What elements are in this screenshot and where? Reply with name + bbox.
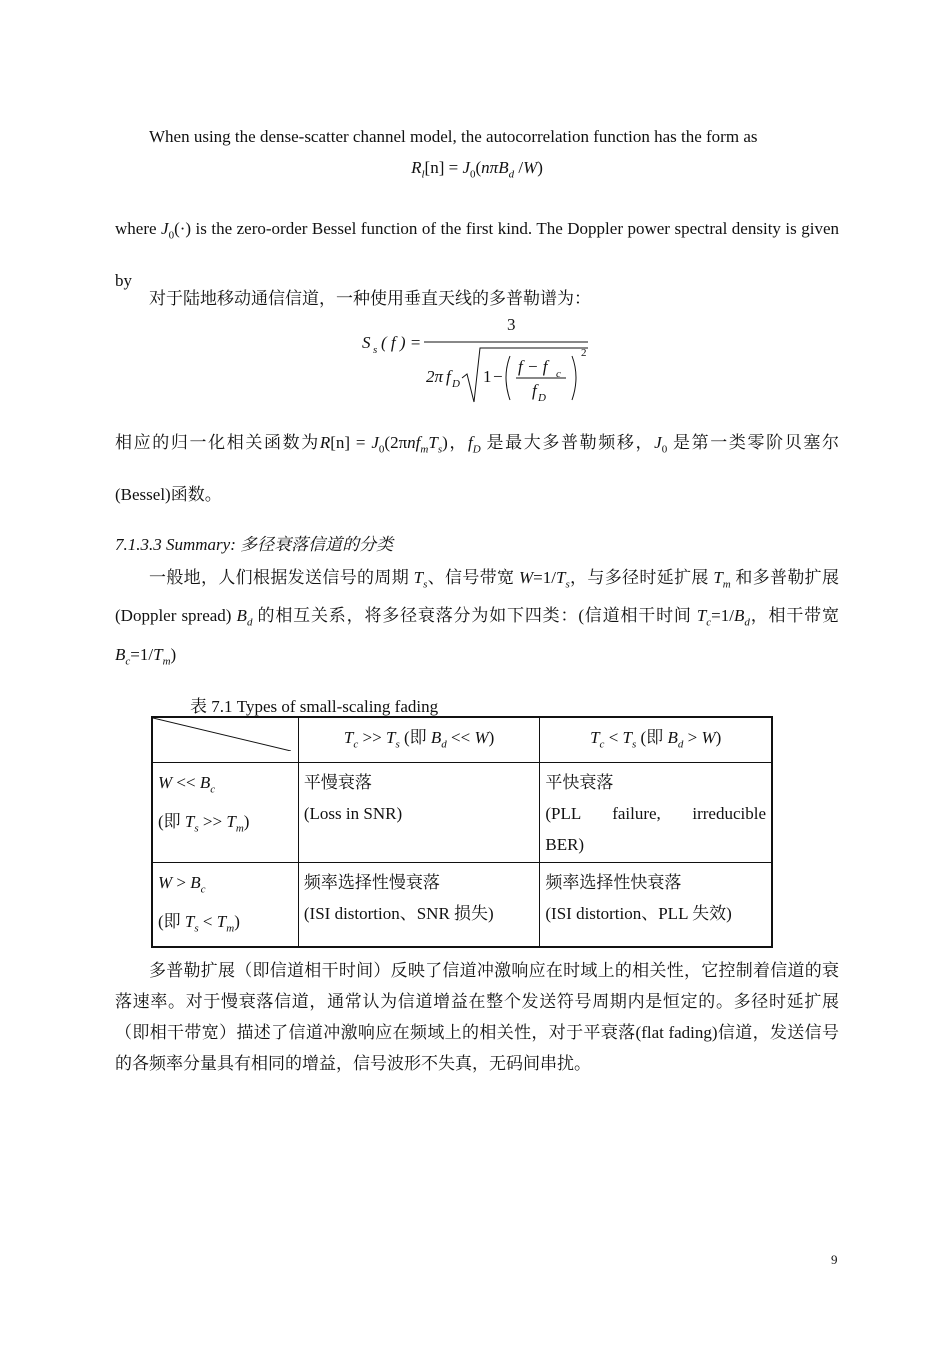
intro-line: When using the dense-scatter channel model, the autocorrelation function has the form as (149, 127, 758, 146)
corr-text-g: 是第一类零阶贝塞尔(Bessel)函数。 (115, 433, 840, 505)
sum-Tm-sub: m (722, 578, 731, 591)
row1-condition (152, 763, 298, 863)
doppler-spectrum-intro: 对于陆地移动通信信道，一种使用垂直天线的多普勒谱为： (149, 289, 591, 308)
corr-text-a: 相应的归一化相关函数为 (115, 433, 320, 452)
r2c1-b: > (172, 873, 191, 893)
formula1-J-sub: 0 (470, 168, 476, 181)
sum-Bd-sub: d (246, 616, 253, 629)
r1c2-d-sub: m (235, 822, 244, 835)
h2-f: << (446, 728, 475, 747)
correlation-paragraph (115, 420, 839, 518)
h3-c: T (622, 728, 632, 747)
sum-c: =1/ (533, 568, 556, 587)
corr-n: n (407, 433, 416, 452)
r2c1-c-sub: c (200, 883, 206, 896)
corr-J: J (371, 433, 379, 452)
h3-b: < (604, 728, 623, 747)
table-corner-cell (152, 717, 298, 763)
where-J-sub: 0 (168, 229, 175, 242)
r2c1-c: B (190, 873, 201, 893)
corr-J2: J (654, 433, 662, 452)
corr-f: f (415, 433, 421, 452)
sum-Ts-sub: s (423, 578, 428, 591)
sum-h: ，相干带宽 (749, 606, 839, 626)
h2-a-sub: c (353, 738, 359, 751)
where-part2: (·) is the zero-order Bessel function of the first kind. The Doppler power spectral density is given by (115, 219, 839, 291)
r2c2-e: ) (234, 911, 240, 931)
r1c1-a: W (158, 773, 173, 793)
f2-inner-num: f − f (518, 357, 548, 376)
h2-e: B (430, 728, 442, 747)
h2-g: W (474, 728, 489, 747)
sum-Bd: B (236, 606, 247, 626)
f2-den-f-sub: D (452, 378, 460, 390)
formula1-n: n (481, 158, 490, 177)
f2-den-minus: − (493, 367, 503, 386)
selective-fast-fading-label: 频率选择性快衰落 (545, 873, 682, 893)
section-title: 7.1.3.3 Summary: 多径衰落信道的分类 (115, 535, 394, 554)
h2-a: T (343, 728, 354, 747)
r1c2-b: T (184, 811, 195, 831)
table-row-flat (152, 763, 772, 863)
f2-lhs-sub: s (373, 344, 378, 356)
f2-inner-num-sub: c (556, 368, 561, 380)
corr-R: R (319, 433, 331, 452)
flat-slow-fading-label: 平慢衰落 (303, 773, 372, 793)
autocorrelation-formula (115, 158, 839, 180)
f2-inner-den-sub: D (538, 392, 546, 404)
corr-text-c: (2π (384, 433, 408, 452)
formula1-close: ) (537, 158, 543, 177)
f2-lhs-arg: ( f ) = (381, 333, 422, 352)
f2-numerator: 3 (507, 315, 516, 334)
sum-f: 的相互关系，将多径衰落分为如下四类：(信道相干时间 (252, 606, 697, 626)
sum-Bc-sub: c (125, 655, 131, 668)
formula1-arg: [n] = (424, 158, 463, 177)
corr-J2-sub: 0 (661, 443, 668, 456)
f2-left-paren (506, 356, 510, 400)
f2-inner-den: f (532, 381, 537, 400)
h2-c-sub: s (395, 738, 400, 751)
h3-c-sub: s (632, 738, 637, 751)
header-fast-fading (540, 717, 772, 763)
formula1-open: ( (475, 158, 482, 177)
sum-W: W (518, 568, 534, 587)
sum-d: ，与多径时延扩展 (569, 568, 714, 587)
flat-fast-fading-desc: (PLL failure, irreducible BER) (545, 804, 771, 855)
table-row-selective (152, 863, 772, 947)
h3-h: ) (715, 728, 722, 747)
h3-a: T (590, 728, 600, 747)
sum-Tm2-sub: m (162, 655, 171, 668)
corr-T: T (428, 433, 438, 452)
f2-den-f: f (446, 367, 451, 386)
selective-slow-fading-label: 频率选择性慢衰落 (303, 873, 440, 893)
sum-Bd2: B (733, 606, 745, 626)
corr-text-d: )， (442, 433, 468, 452)
page-number: 9 (831, 1252, 838, 1267)
sum-Tc-sub: c (706, 616, 712, 629)
r1c2-b-sub: s (194, 822, 199, 835)
r2c2-d-sub: m (226, 922, 235, 935)
corr-fD-sub: D (472, 443, 481, 456)
sum-a: 一般地，人们根据发送信号的周期 (149, 568, 414, 587)
flat-slow-fading-desc: (Loss in SNR) (303, 804, 403, 824)
r2c1-a: W (158, 873, 173, 893)
r2c2-b-sub: s (194, 922, 199, 935)
header-slow-fading (298, 717, 540, 763)
row2-condition (152, 863, 298, 947)
corr-J-sub: 0 (378, 443, 385, 456)
h3-g: W (701, 728, 716, 747)
r1c1-c-sub: c (210, 783, 216, 796)
sum-Tc: T (696, 606, 707, 626)
sum-Bc: B (115, 644, 126, 664)
row1-cond-line1 (158, 767, 293, 805)
sum-Bd2-sub: d (744, 616, 750, 629)
where-part1: where (115, 219, 162, 238)
row2-slow-cell (298, 863, 540, 947)
selective-slow-fading-desc: (ISI distortion、SNR 损失) (303, 904, 494, 924)
corr-fD: f (468, 433, 473, 452)
r2c2-a: (即 (158, 911, 185, 931)
r1c2-d: T (226, 811, 236, 831)
flat-fast-fading-label: 平快衰落 (545, 773, 614, 793)
corr-T-sub: s (437, 443, 443, 456)
sum-Tm2: T (153, 644, 163, 664)
r2c2-c: < (198, 911, 217, 931)
sum-Ts2-sub: s (565, 578, 570, 591)
sum-j: ) (170, 644, 177, 664)
h2-b: >> (358, 728, 386, 747)
row2-fast-cell (540, 863, 772, 947)
f2-right-paren (572, 356, 576, 400)
corr-f-sub: m (420, 443, 429, 456)
row2-cond-line2 (158, 906, 293, 944)
h3-e: B (667, 728, 678, 747)
sum-g: =1/ (711, 606, 734, 626)
r1c2-a: (即 (158, 811, 185, 831)
sum-Ts: T (413, 568, 424, 587)
h2-c: T (385, 728, 396, 747)
r1c2-c: >> (198, 811, 227, 831)
r1c2-e: ) (243, 811, 250, 831)
sum-Tm: T (713, 568, 723, 587)
r1c1-c: B (199, 773, 211, 793)
formula1-lhs-sub: l (421, 168, 425, 181)
formula1-W: W (523, 158, 538, 177)
corr-text-e: 是最大多普勒频移， (480, 433, 655, 452)
fading-types-table (151, 716, 773, 948)
table-caption: 表 7.1 Types of small-scaling fading (190, 697, 439, 716)
sum-e: 和多普勒扩展(Doppler spread) (115, 568, 840, 626)
corr-text-b: [n] = (330, 433, 372, 452)
h2-d: (即 (399, 728, 431, 747)
sum-i: =1/ (130, 644, 154, 664)
row1-fast-cell (540, 763, 772, 863)
doppler-spectrum-formula (362, 314, 622, 406)
h3-d: (即 (636, 728, 668, 747)
f2-exp: 2 (581, 347, 587, 359)
formula1-B-sub: d (508, 168, 515, 181)
table-header-row (152, 717, 772, 763)
doppler-spectrum-formula-svg (362, 314, 622, 410)
row2-cond-line1 (158, 867, 293, 905)
sum-b: 、信号带宽 (427, 568, 519, 587)
h2-h: ) (488, 728, 495, 747)
r2c2-d: T (216, 911, 227, 931)
row1-cond-line2 (158, 806, 293, 844)
summary-paragraph (115, 562, 839, 677)
r2c2-b: T (184, 911, 195, 931)
formula1-pi: π (489, 158, 499, 177)
f2-lhs: S (362, 333, 371, 352)
corner-diagonal (153, 718, 291, 751)
where-J: J (161, 219, 169, 238)
final-paragraph: 多普勒扩展（即信道相干时间）反映了信道冲激响应在时域上的相关性，它控制着信道的衰落速率。对于慢衰落信道，通常认为信道增益在整个发送符号周期内是恒定的。多径时延扩展（即相干带宽）描述了信道冲激响应在频域上的相关性，对于平衰落(flat fading)信道，发送信号的各频率分量具有相同的增益，信号波形不失真，无码间串扰。 (115, 961, 839, 1073)
sum-Ts2: T (555, 568, 566, 587)
f2-den-one: 1 (483, 367, 492, 386)
row1-slow-cell (298, 763, 540, 863)
h3-a-sub: c (599, 738, 605, 751)
h2-e-sub: d (441, 738, 447, 751)
f2-den-2pi: 2π (426, 367, 444, 386)
r1c1-b: << (172, 773, 200, 793)
formula1-B: B (498, 158, 509, 177)
h3-f: > (683, 728, 702, 747)
selective-fast-fading-desc: (ISI distortion、PLL 失效) (545, 904, 732, 924)
formula1-lhs: R (411, 158, 422, 177)
h3-e-sub: d (677, 738, 684, 751)
formula1-J: J (462, 158, 470, 177)
formula1-slash: / (514, 158, 524, 177)
